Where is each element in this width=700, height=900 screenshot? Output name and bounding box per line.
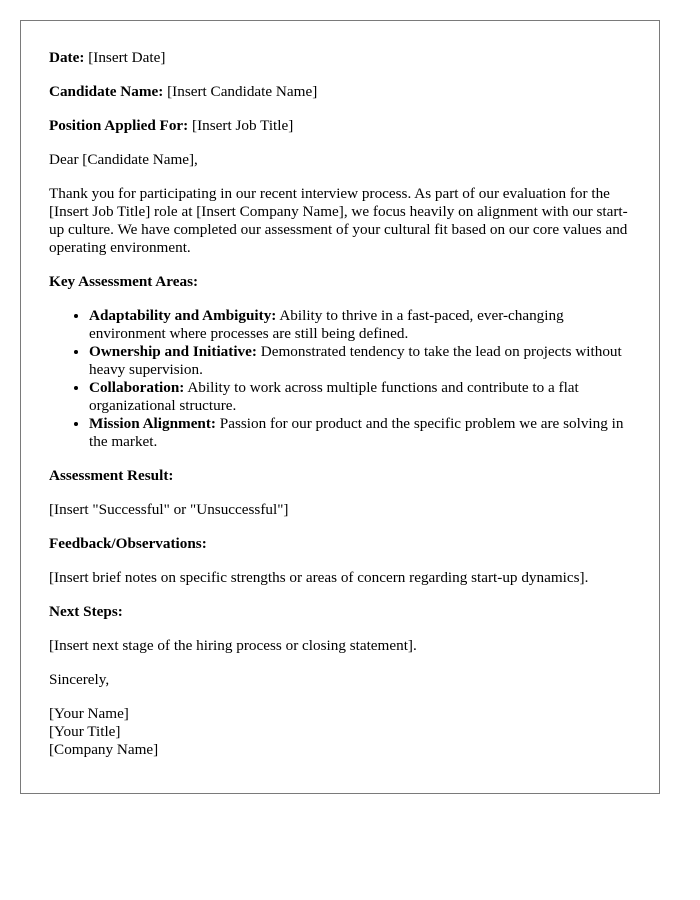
assessment-heading-text: Assessment Result: — [49, 467, 174, 484]
signature-title: [Your Title] — [49, 723, 121, 740]
list-item — [89, 343, 631, 379]
assessment-result: [Insert "Successful" or "Unsuccessful"] — [49, 501, 289, 518]
signature-name: [Your Name] — [49, 705, 129, 722]
next-steps-heading-text: Next Steps: — [49, 603, 123, 620]
list-item-text: Ability to work across multiple functions and contribute to a flat organizational structure. — [89, 379, 579, 414]
list-item-title: Collaboration: — [89, 379, 185, 396]
key-areas-heading-text: Key Assessment Areas: — [49, 273, 199, 290]
intro-paragraph: Thank you for participating in our recent interview process. As part of our evaluation for the [Insert Job Title] role at [Insert Company Name], we focus heavily on alignment with our start-up culture. We have completed our assessment of your cultural fit based on our core values and operating environment. — [49, 185, 628, 256]
list-item — [89, 379, 631, 415]
list-item-text: Passion for our product and the specific problem we are solving in the market. — [89, 415, 624, 450]
assessment-heading — [49, 467, 631, 485]
date-label: Date: — [49, 49, 85, 66]
signature-company: [Company Name] — [49, 741, 159, 758]
key-areas-list — [49, 307, 631, 451]
feedback-heading — [49, 535, 631, 553]
candidate-name-value: [Insert Candidate Name] — [167, 83, 318, 100]
letter-document — [20, 20, 660, 794]
signature-block — [49, 705, 631, 759]
list-item — [89, 415, 631, 451]
date-line — [49, 49, 631, 67]
list-item-title: Mission Alignment: — [89, 415, 216, 432]
position-value: [Insert Job Title] — [192, 117, 294, 134]
position-label: Position Applied For: — [49, 117, 189, 134]
next-steps-text: [Insert next stage of the hiring process or closing statement]. — [49, 637, 417, 654]
position-line — [49, 117, 631, 135]
list-item-text: Demonstrated tendency to take the lead on projects without heavy supervision. — [89, 343, 622, 378]
candidate-name-line — [49, 83, 631, 101]
feedback-text: [Insert brief notes on specific strengths or areas of concern regarding start-up dynamics]. — [49, 569, 589, 586]
candidate-name-label: Candidate Name: — [49, 83, 164, 100]
salutation: Dear [Candidate Name], — [49, 151, 198, 168]
next-steps-heading — [49, 603, 631, 621]
list-item-title: Adaptability and Ambiguity: — [89, 307, 277, 324]
key-areas-heading — [49, 273, 631, 291]
list-item — [89, 307, 631, 343]
closing: Sincerely, — [49, 671, 110, 688]
list-item-text: Ability to thrive in a fast-paced, ever-changing environment where processes are still being defined. — [89, 307, 564, 342]
feedback-heading-text: Feedback/Observations: — [49, 535, 207, 552]
list-item-title: Ownership and Initiative: — [89, 343, 257, 360]
date-value: [Insert Date] — [88, 49, 166, 66]
